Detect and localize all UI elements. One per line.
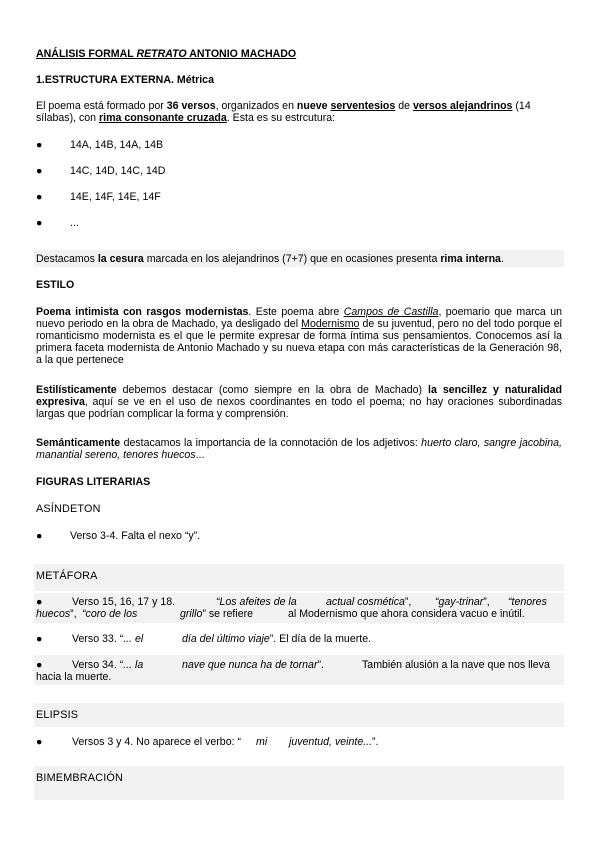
- list-item-metafora-3-line2: hacia la muerte.: [36, 671, 112, 683]
- bullet-icon: ●: [36, 530, 43, 542]
- document-title: [36, 48, 562, 60]
- bullet-icon: ●: [36, 165, 43, 177]
- figure-label-bimembracion: BIMEMBRACIÓN: [36, 772, 123, 784]
- paragraph-estilo-intimista: Poema intimista con rasgos modernistas. Este poema abre Campos de Castilla, poemario que marca un nuevo periodo en la obra de Machado, ya desligado del Modernismo de su juventud, pero no del todo porque el romanticismo modernista es el que le permite expresar de forma íntima sus pensamientos. Conocemos así la primera faceta modernista de Antonio Machado y su nueva etapa con más características de la Generación 98, a la que pertenece: [36, 306, 562, 366]
- shaded-band: [34, 703, 564, 727]
- figure-label-asindeton: ASÍNDETON: [36, 503, 101, 515]
- title-author: ANTONIO MACHADO: [186, 48, 297, 60]
- paragraph-estructura: El poema está formado por 36 versos, organizados en nueve serventesios de versos alejandrinos (14 sílabas), con rima consonante cruzada. Esta es su estrcutura:: [36, 100, 531, 124]
- list-item: ...: [70, 217, 79, 229]
- figure-label-elipsis: ELIPSIS: [36, 709, 79, 721]
- list-item-asindeton: Verso 3-4. Falta el nexo “y”.: [70, 530, 201, 542]
- section-heading-figuras: FIGURAS LITERARIAS: [36, 476, 151, 488]
- bullet-icon: ●: [36, 139, 43, 151]
- bullet-icon: ●: [36, 659, 43, 671]
- bullet-icon: ●: [36, 217, 43, 229]
- section-heading-estructura: 1.ESTRUCTURA EXTERNA. Métrica: [36, 74, 214, 86]
- bullet-icon: ●: [36, 596, 43, 608]
- figure-label-metafora: METÁFORA: [36, 570, 98, 582]
- shaded-band: [34, 564, 564, 591]
- paragraph-estilisticamente: Estilísticamente debemos destacar (como siempre en la obra de Machado) la sencillez y naturalidad expresiva, aquí se ve en el uso de nexos coordinantes en todo el poema; no hay oraciones subordinadas largas que podrían complicar la forma y comprensión.: [36, 384, 562, 420]
- section-heading-estilo: ESTILO: [36, 279, 75, 291]
- bullet-icon: ●: [36, 736, 43, 748]
- document-page: ANÁLISIS FORMAL RETRATO ANTONIO MACHADO 1.ESTRUCTURA EXTERNA. Métrica El poema está formado por 36 versos, organizados en nueve serventesios de versos alejandrinos (14 sílabas), con rima consonante cruzada. Esta es su estrcutura: ● 14A, 14B, 14A, 14B ● 14C, 14D, 14C, 14D ● 14E, 14F, 14E, 14F ● ... Destacamos la cesura marcada en los alejandrinos (7+7) que en ocasiones presenta rima interna. ESTILO Poema intimista con rasgos modernistas. Este poema abre Campos de Castilla, poemario que marca un nuevo periodo en la obra de Machado, ya desligado del Modernismo de su juventud, pero no del todo porque el romanticismo modernista es el que le permite expresar de forma íntima sus pensamientos. Conocemos así la primera faceta modernista de Antonio Machado y su nueva etapa con más características de la Generación 98, a la que pertenece Estilísticamente debemos destacar (como siempre en la obra de Machado) la sencillez y naturalidad expresiva, aquí se ve en el uso de nexos coordinantes en todo el poema; no hay oraciones subordinadas largas que podrían complicar la forma y comprensión. Semánticamente destacamos la importancia de la connotación de los adjetivos: huerto claro, sangre jacobina, manantial sereno, tenores huecos... FIGURAS LITERARIAS ASÍNDETON ● Verso 3-4. Falta el nexo “y”. METÁFORA ● Verso 15, 16, 17 y 18. “Los afeites de la actual cosmética”, “gay-trinar”, “tenores huecos”, “coro de los grillo” se refiere al Modernismo que ahora considera vacuo e inútil. ● Verso 33. “... el día del último viaje”. El día de la muerte. ● Verso 34. “... la nave que nunca ha de tornar”. También alusión a la nave que nos lleva hacia la muerte. ELIPSIS ● Versos 3 y 4. No aparece el verbo: “ mi juventud, veinte...”. BIMEMBRACIÓN: [0, 0, 600, 848]
- bullet-icon: ●: [36, 633, 43, 645]
- paragraph-semanticamente: Semánticamente destacamos la importancia de la connotación de los adjetivos: huerto claro, sangre jacobina, manantial sereno, tenores huecos...: [36, 437, 562, 461]
- title-poem-name: RETRATO: [136, 48, 187, 60]
- title-text: ANÁLISIS FORMAL: [36, 48, 137, 60]
- paragraph-cesura: Destacamos la cesura marcada en los alejandrinos (7+7) que en ocasiones presenta rima interna.: [36, 253, 504, 265]
- bullet-icon: ●: [36, 191, 43, 203]
- list-item: 14E, 14F, 14E, 14F: [70, 191, 161, 203]
- list-item: 14A, 14B, 14A, 14B: [70, 139, 164, 151]
- list-item: 14C, 14D, 14C, 14D: [70, 165, 166, 177]
